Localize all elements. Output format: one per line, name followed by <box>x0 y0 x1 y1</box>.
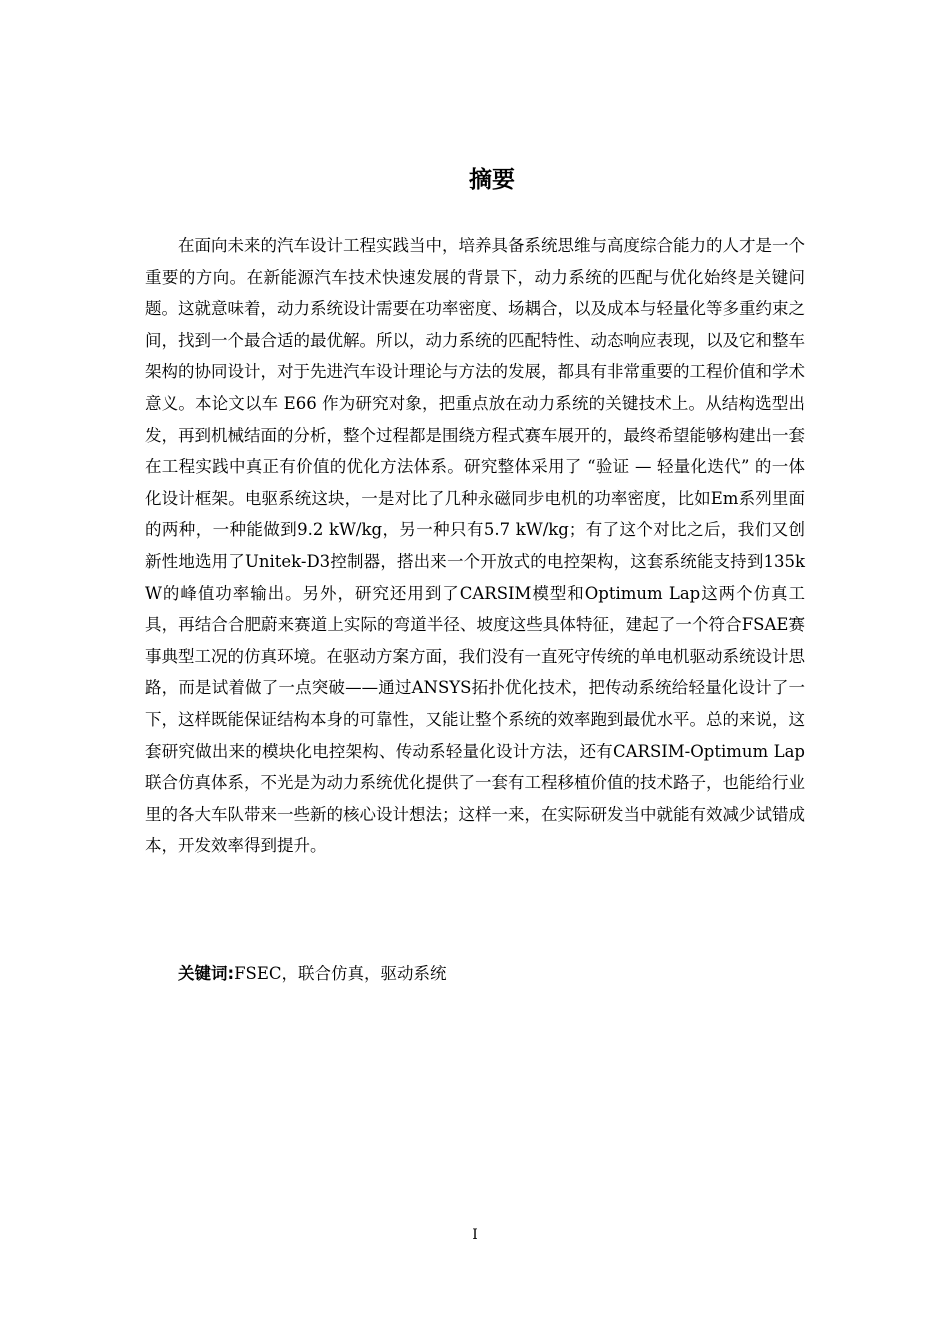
keywords-label: 关键词: <box>178 964 235 983</box>
keywords-text: FSEC，联合仿真，驱动系统 <box>234 964 447 983</box>
page-number: I <box>472 1227 478 1243</box>
page-title: 摘要 <box>469 167 515 193</box>
abstract-body: 在面向未来的汽车设计工程实践当中，培养具备系统思维与高度综合能力的人才是一个重要的方向。在新能源汽车技术快速发展的背景下，动力系统的匹配与优化始终是关键问题。这就意味着，动力系统设计需要在功率密度、场耦合，以及成本与轻量化等多重约束之间，找到一个最合适的最优解。所以，动力系统的匹配特性、动态响应表现，以及它和整车架构的协同设计，对于先进汽车设计理论与方法的发展，都具有非常重要的工程价值和学术意义。本论文以车 E66 作为研究对象，把重点放在动力系统的关键技术上。从结构选型出发，再到机械结面的分析，整个过程都是围绕方程式赛车展开的，最终希望能够构建出一套在工程实践中真正有价值的优化方法体系。研究整体采用了 “验证 — 轻量化迭代” 的一体化设计框架。电驱系统这块，一是对比了几种永磁同步电机的功率密度，比如Em系列里面的两种，一种能做到9.2 kW/kg，另一种只有5.7 kW/kg；有了这个对比之后，我们又创新性地选用了Unitek-D3控制器，搭出来一个开放式的电控架构，这套系统能支持到135kW的峰值功率输出。另外，研究还用到了CARSIM模型和Optimum Lap这两个仿真工具，再结合合肥蔚来赛道上实际的弯道半径、坡度这些具体特征，建起了一个符合FSAE赛事典型工况的仿真环境。在驱动方案方面，我们没有一直死守传统的单电机驱动系统设计思路，而是试着做了一点突破——通过ANSYS拓扑优化技术，把传动系统给轻量化设计了一下，这样既能保证结构本身的可靠性，又能让整个系统的效率跑到最优水平。总的来说，这套研究做出来的模块化电控架构、传动系轻量化设计方法，还有CARSIM-Optimum Lap联合仿真体系，不光是为动力系统优化提供了一套有工程移植价值的技术路子，也能给行业里的各大车队带来一些新的核心设计想法；这样一来，在实际研发当中就能有效减少试错成本，开发效率得到提升。 <box>145 236 805 856</box>
keywords-line <box>178 958 805 989</box>
